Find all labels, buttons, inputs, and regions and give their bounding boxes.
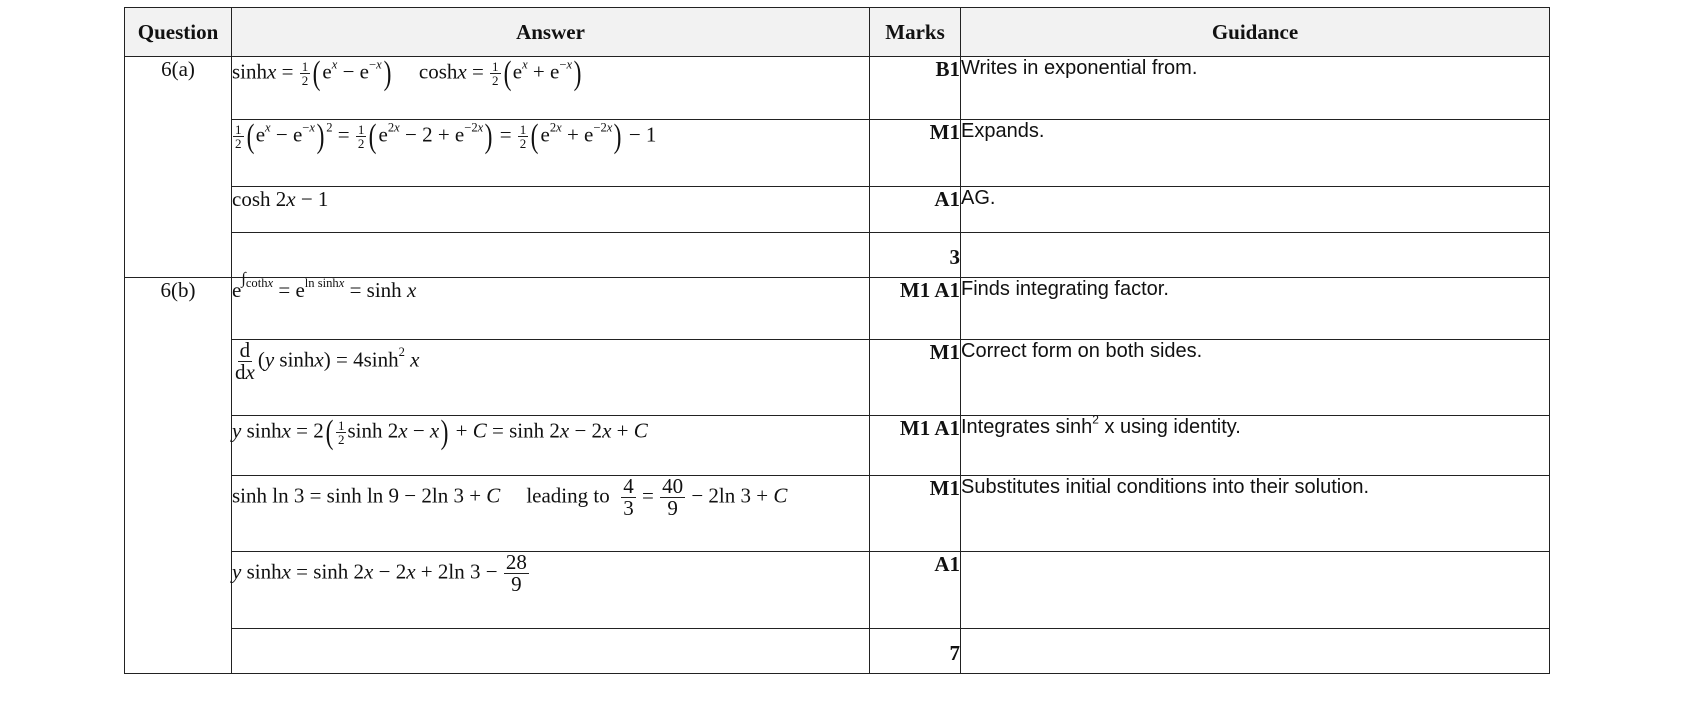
- answer-cell: y sinhx = sinh 2x − 2x + 2ln 3 − $\frac{28}{9}$: [232, 552, 870, 629]
- guidance-cell: [961, 552, 1550, 629]
- table-row: [125, 187, 1550, 233]
- marks-cell: A1: [870, 552, 961, 629]
- marks-cell: A1: [870, 187, 961, 233]
- answer-cell: cosh 2x − 1: [232, 187, 870, 233]
- answer-cell: sinh ln 3 = sinh ln 9 − 2ln 3 + C leading to $\frac{4}{3}$ = $\frac{40}{9}$ − 2ln 3 + C: [232, 476, 870, 552]
- guidance-cell: Substitutes initial conditions into their solution.: [961, 476, 1550, 552]
- answer-cell: $\frac{d}{dx}$ (y $\sinh x) = 4\sinh^2$ x: [232, 340, 870, 416]
- answer-cell: $e^{\int cothx} = e^{ln sinhx} = \sinh x$: [232, 278, 870, 340]
- total-marks: 3: [870, 233, 961, 278]
- table-row: [125, 552, 1550, 629]
- answer-cell: sinhx = $\frac{1}{2}$ $(e^x - e^{-x}) \cosh x$ = $\frac{1}{2}$ $(e^x + e^{-x})$: [232, 57, 870, 120]
- mark-scheme-table: [124, 7, 1550, 674]
- header-guidance: Guidance: [961, 8, 1550, 57]
- table-row: [125, 476, 1550, 552]
- guidance-cell: Finds integrating factor.: [961, 278, 1550, 340]
- guidance-cell: Writes in exponential from.: [961, 57, 1550, 120]
- header-marks: Marks: [870, 8, 961, 57]
- marks-cell: M1: [870, 476, 961, 552]
- header-question: Question: [125, 8, 232, 57]
- question-label-6a: 6(a): [125, 57, 232, 278]
- total-row: [125, 233, 1550, 278]
- header-row: [125, 8, 1550, 57]
- marks-cell: M1: [870, 340, 961, 416]
- guidance-cell: Correct form on both sides.: [961, 340, 1550, 416]
- marks-cell: M1: [870, 120, 961, 187]
- total-marks: 7: [870, 629, 961, 674]
- marks-cell: M1 A1: [870, 416, 961, 476]
- table-row: [125, 340, 1550, 416]
- table-row: [125, 57, 1550, 120]
- total-row: [125, 629, 1550, 674]
- table-row: [125, 278, 1550, 340]
- answer-cell: $\frac{1}{2}$ $(e^x - e^{-x}) ^2$ = $\frac{1}{2}$ $(e^{2x} - 2 + e^{-2x})$ = $\frac{1}{2}$ $(e^{2x} + e^{-2x}) - 1$: [232, 120, 870, 187]
- table-row: [125, 120, 1550, 187]
- marks-cell: B1: [870, 57, 961, 120]
- table-row: [125, 416, 1550, 476]
- guidance-cell: Integrates $\sinh^2 x$ using identity.: [961, 416, 1550, 476]
- header-answer: Answer: [232, 8, 870, 57]
- answer-cell: y sinhx = 2( $\frac{1}{2}$ sinh 2x − x) + C = sinh 2x − 2x + C: [232, 416, 870, 476]
- guidance-cell: Expands.: [961, 120, 1550, 187]
- question-label-6b: 6(b): [125, 278, 232, 674]
- guidance-cell: AG.: [961, 187, 1550, 233]
- marks-cell: M1 A1: [870, 278, 961, 340]
